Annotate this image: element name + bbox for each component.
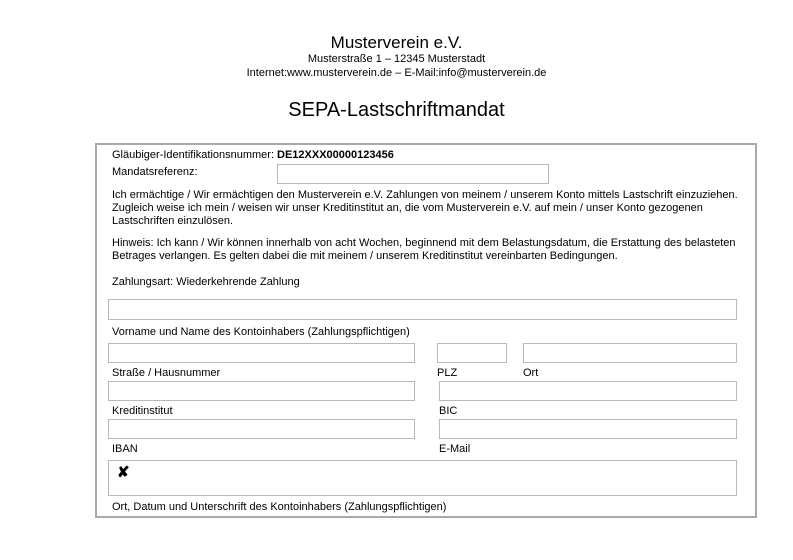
ort-label: Ort [523, 367, 539, 379]
street-label: Straße / Hausnummer [112, 367, 221, 379]
iban-label: IBAN [112, 443, 138, 455]
bic-input[interactable] [439, 381, 737, 401]
signature-field[interactable] [108, 460, 737, 496]
notice-text: Hinweis: Ich kann / Wir können innerhalb von acht Wochen, beginnend mit dem Belastungsdatum, die Erstattung des belasteten Betrages verlangen. Es gelten dabei die mit meinem / unserem Kreditinstitut vereinbarten Bedingungen. [112, 237, 736, 262]
ort-input[interactable] [523, 343, 737, 363]
plz-input[interactable] [437, 343, 507, 363]
account-holder-input[interactable] [108, 299, 737, 320]
mandate-form-box [95, 143, 757, 518]
signature-label: Ort, Datum und Unterschrift des Kontoinhabers (Zahlungspflichtigen) [112, 501, 447, 513]
payment-type-line: Zahlungsart: Wiederkehrende Zahlung [112, 276, 300, 288]
creditor-id-value: DE12XXX00000123456 [277, 149, 394, 161]
email-label: E-Mail [439, 443, 471, 455]
email-input[interactable] [439, 419, 737, 439]
mandate-reference-label: Mandatsreferenz: [112, 166, 198, 178]
page-title: SEPA-Lastschriftmandat [288, 99, 505, 121]
letterhead [0, 33, 793, 80]
mandate-reference-input[interactable] [277, 164, 549, 184]
plz-label: PLZ [437, 367, 458, 379]
org-contact-line: Internet:www.musterverein.de – E-Mail:info@musterverein.de [246, 67, 547, 79]
org-name: Musterverein e.V. [330, 33, 463, 52]
creditor-id-label: Gläubiger-Identifikationsnummer: [112, 149, 275, 161]
account-holder-label: Vorname und Name des Kontoinhabers (Zahlungspflichtigen) [112, 326, 410, 338]
signature-x-icon: ✘ [117, 464, 130, 481]
authorization-text: Ich ermächtige / Wir ermächtigen den Musterverein e.V. Zahlungen von meinem / unserem Konto mittels Lastschrift einzuziehen. Zugleich weise ich mein / weisen wir unser Kreditinstitut an, die vom Musterverein e.V. auf mein / unser Konto gezogenen Lastschriften einzulösen. [112, 189, 738, 227]
street-input[interactable] [108, 343, 415, 363]
org-address-line: Musterstraße 1 – 12345 Musterstadt [307, 53, 486, 65]
bank-label: Kreditinstitut [112, 405, 173, 417]
iban-input[interactable] [108, 419, 415, 439]
bank-input[interactable] [108, 381, 415, 401]
bic-label: BIC [439, 405, 458, 417]
